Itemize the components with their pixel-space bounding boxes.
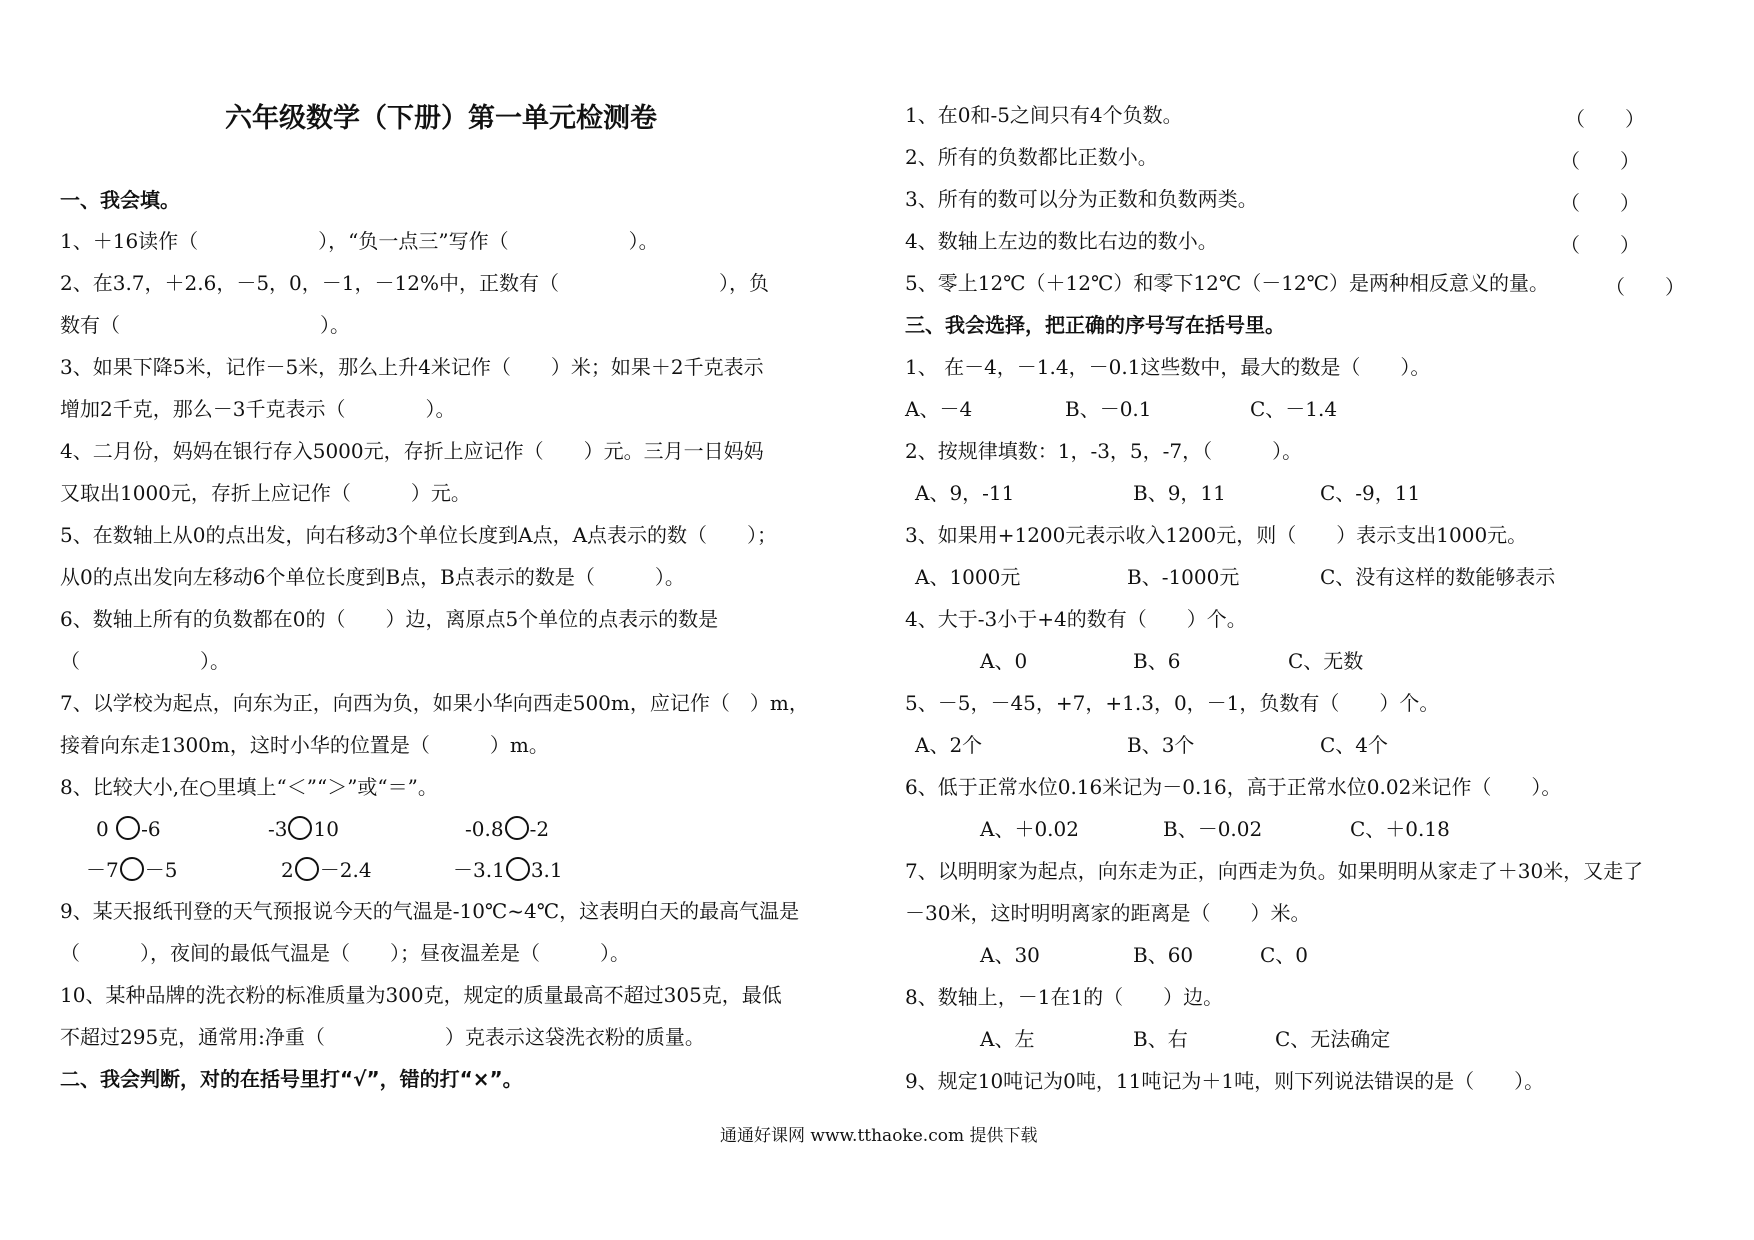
question-6-line-2: （ ）。	[60, 649, 230, 673]
option-c: C、4个	[1320, 733, 1389, 757]
compare-circle	[288, 816, 312, 840]
judge-2: 2、所有的负数都比正数小。	[905, 145, 1158, 169]
question-5-line-1: 5、在数轴上从0的点出发，向右移动3个单位长度到A点，A点表示的数（ ）；	[60, 523, 778, 547]
answer-paren: （ ）	[1565, 107, 1645, 131]
answer-paren: （ ）	[1560, 233, 1640, 257]
option-a: A、1000元	[915, 565, 1021, 589]
question-4-line-2: 又取出1000元，存折上应记作（ ）元。	[60, 481, 471, 505]
answer-paren: （ ）	[1560, 149, 1640, 173]
compare-circle	[116, 816, 140, 840]
section-3-heading: 三、我会选择，把正确的序号写在括号里。	[905, 313, 1285, 337]
question-3-line-2: 增加2千克，那么－3千克表示（ ）。	[60, 397, 456, 421]
choice-4: 4、大于-3小于+4的数有（ ）个。	[905, 607, 1247, 631]
option-c: C、没有这样的数能够表示	[1320, 565, 1556, 589]
footer-source: 通通好课网 www.tthaoke.com 提供下载	[720, 1126, 1038, 1146]
option-b: B、6	[1133, 649, 1181, 673]
question-10-line-1: 10、某种品牌的洗衣粉的标准质量为300克，规定的质量最高不超过305克，最低	[60, 983, 782, 1007]
option-c: C、无法确定	[1275, 1027, 1391, 1051]
choice-3: 3、如果用+1200元表示收入1200元，则（ ）表示支出1000元。	[905, 523, 1528, 547]
compare-item: －3.1 3.1	[453, 858, 563, 882]
section-1-heading: 一、我会填。	[60, 188, 180, 212]
option-c: C、－1.4	[1250, 397, 1338, 421]
choice-8: 8、数轴上，－1在1的（ ）边。	[905, 985, 1224, 1009]
choice-5: 5、－5，－45，+7，+1.3，0，－1，负数有（ ）个。	[905, 691, 1440, 715]
judge-1: 1、在0和-5之间只有4个负数。	[905, 103, 1183, 127]
option-c: C、无数	[1288, 649, 1364, 673]
compare-circle	[120, 857, 144, 881]
answer-paren: （ ）	[1560, 191, 1640, 215]
answer-paren: （ ）	[1605, 275, 1685, 299]
judge-3: 3、所有的数可以分为正数和负数两类。	[905, 187, 1258, 211]
option-a: A、2个	[915, 733, 983, 757]
compare-item: -3 10	[268, 817, 339, 841]
option-b: B、3个	[1127, 733, 1195, 757]
question-6-line-1: 6、数轴上所有的负数都在0的（ ）边，离原点5个单位的点表示的数是	[60, 607, 719, 631]
choice-1: 1、 在－4，－1.4，－0.1这些数中，最大的数是（ ）。	[905, 355, 1431, 379]
question-7-line-2: 接着向东走1300m，这时小华的位置是（ ）m。	[60, 733, 549, 757]
option-c: C、0	[1260, 943, 1309, 967]
question-4-line-1: 4、二月份，妈妈在银行存入5000元，存折上应记作（ ）元。三月一日妈妈	[60, 439, 764, 463]
option-b: B、9，11	[1133, 481, 1226, 505]
question-1: 1、＋16读作（ ），“负一点三”写作（ ）。	[60, 229, 659, 253]
choice-2: 2、按规律填数：1，-3，5，-7，（ ）。	[905, 439, 1303, 463]
compare-circle	[505, 816, 529, 840]
page-title: 六年级数学（下册）第一单元检测卷	[225, 103, 657, 134]
compare-item: -0.8 -2	[465, 817, 550, 841]
question-3-line-1: 3、如果下降5米，记作－5米，那么上升4米记作（ ）米；如果＋2千克表示	[60, 355, 764, 379]
option-a: A、左	[980, 1027, 1035, 1051]
option-b: B、右	[1133, 1027, 1188, 1051]
option-a: A、9，-11	[915, 481, 1015, 505]
question-9-line-2: （ ），夜间的最低气温是（ ）；昼夜温差是（ ）。	[60, 941, 630, 965]
question-7-line-1: 7、以学校为起点，向东为正，向西为负，如果小华向西走500m，应记作（ ）m，	[60, 691, 809, 715]
compare-item: －7 －5	[86, 858, 178, 882]
question-2-line-2: 数有（ ）。	[60, 313, 350, 337]
section-2-heading: 二、我会判断，对的在括号里打“√”，错的打“×”。	[60, 1067, 523, 1091]
option-b: B、－0.02	[1163, 817, 1263, 841]
option-b: B、－0.1	[1065, 397, 1152, 421]
option-a: A、＋0.02	[980, 817, 1079, 841]
option-c: C、-9，11	[1320, 481, 1421, 505]
question-10-line-2: 不超过295克，通常用:净重（ ）克表示这袋洗衣粉的质量。	[60, 1025, 705, 1049]
choice-6: 6、低于正常水位0.16米记为－0.16，高于正常水位0.02米记作（ ）。	[905, 775, 1562, 799]
option-a: A、－4	[905, 397, 973, 421]
question-9-line-1: 9、某天报纸刊登的天气预报说今天的气温是-10℃~4℃，这表明白天的最高气温是	[60, 899, 800, 923]
judge-4: 4、数轴上左边的数比右边的数小。	[905, 229, 1218, 253]
compare-item: 0 -6	[96, 817, 161, 841]
option-b: B、-1000元	[1127, 565, 1240, 589]
option-c: C、＋0.18	[1350, 817, 1450, 841]
question-2-line-1: 2、在3.7，＋2.6，－5，0，－1，－12%中，正数有（ ），负	[60, 271, 769, 295]
option-a: A、30	[980, 943, 1040, 967]
judge-5: 5、零上12℃（＋12℃）和零下12℃（－12℃）是两种相反意义的量。	[905, 271, 1550, 295]
option-b: B、60	[1133, 943, 1194, 967]
question-5-line-2: 从0的点出发向左移动6个单位长度到B点，B点表示的数是（ ）。	[60, 565, 685, 589]
option-a: A、0	[980, 649, 1028, 673]
question-8: 8、比较大小,在○里填上“＜”“＞”或“＝”。	[60, 775, 438, 799]
choice-7-line-1: 7、以明明家为起点，向东走为正，向西走为负。如果明明从家走了＋30米，又走了	[905, 859, 1644, 883]
choice-7-line-2: －30米，这时明明离家的距离是（ ）米。	[905, 901, 1311, 925]
compare-item: 2 －2.4	[281, 858, 372, 882]
compare-circle	[506, 857, 530, 881]
compare-circle	[295, 857, 319, 881]
choice-9: 9、规定10吨记为0吨，11吨记为＋1吨，则下列说法错误的是（ ）。	[905, 1069, 1545, 1093]
